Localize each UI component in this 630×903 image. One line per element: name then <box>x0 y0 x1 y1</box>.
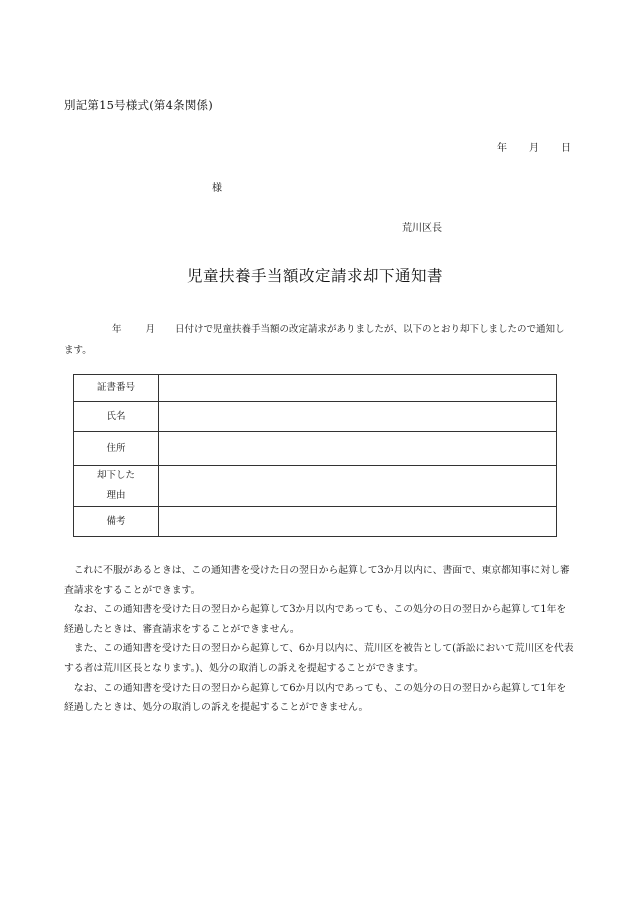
address-label: 住所 <box>74 432 159 466</box>
notice-paragraph-lawsuit: また、この通知書を受けた日の翌日から起算して、6か月以内に、荒川区を被告として(訴訟において荒川区を代表する者は荒川区長となります。)、処分の取消しの訴えを提起することができます。 <box>64 643 574 674</box>
document-title: 児童扶養手当額改定請求却下通知書 <box>186 267 443 285</box>
appeal-notice <box>64 561 574 718</box>
intro-text: 日付けで児童扶養手当額の改定請求がありましたが、以下のとおり却下しましたので通知します。 <box>64 324 565 356</box>
form-number-label: 別記第15号様式(第4条関係) <box>64 98 213 112</box>
addressee-suffix: 様 <box>212 183 222 194</box>
certificate-number-label: 証書番号 <box>74 375 159 402</box>
rejection-reason-label: 却下した 理由 <box>74 466 159 507</box>
notice-paragraph-review-limit: なお、この通知書を受けた日の翌日から起算して3か月以内であっても、この処分の日の翌日から起算して1年を経過したときは、審査請求をすることができません。 <box>64 604 567 635</box>
notice-paragraph-lawsuit-limit: なお、この通知書を受けた日の翌日から起算して6か月以内であっても、この処分の日の翌日から起算して1年を経過したときは、処分の取消しの訴えを提起することができません。 <box>64 682 567 714</box>
rejection-reason-value <box>159 466 557 507</box>
notice-paragraph-review: これに不服があるときは、この通知書を受けた日の翌日から起算して3か月以内に、書面で、東京都知事に対し審査請求をすることができます。 <box>64 565 570 596</box>
sender-name: 荒川区長 <box>402 223 442 234</box>
date-year-label: 年 <box>497 143 507 154</box>
address-value <box>159 432 557 466</box>
table-row-address <box>74 432 557 466</box>
intro-year-label: 年 <box>112 324 122 335</box>
name-value <box>159 402 557 432</box>
table-row-name <box>74 402 557 432</box>
issue-date <box>497 139 571 154</box>
name-label: 氏名 <box>74 402 159 432</box>
notice-details-table <box>73 374 557 537</box>
date-month-label: 月 <box>529 143 539 154</box>
remarks-label: 備考 <box>74 507 159 537</box>
certificate-number-value <box>159 375 557 402</box>
table-row-certificate-number <box>74 375 557 402</box>
remarks-value <box>159 507 557 537</box>
intro-month-label: 月 <box>145 324 156 335</box>
date-day-label: 日 <box>561 143 571 154</box>
intro-paragraph <box>64 319 574 361</box>
table-row-rejection-reason <box>74 466 557 507</box>
table-row-remarks <box>74 507 557 537</box>
